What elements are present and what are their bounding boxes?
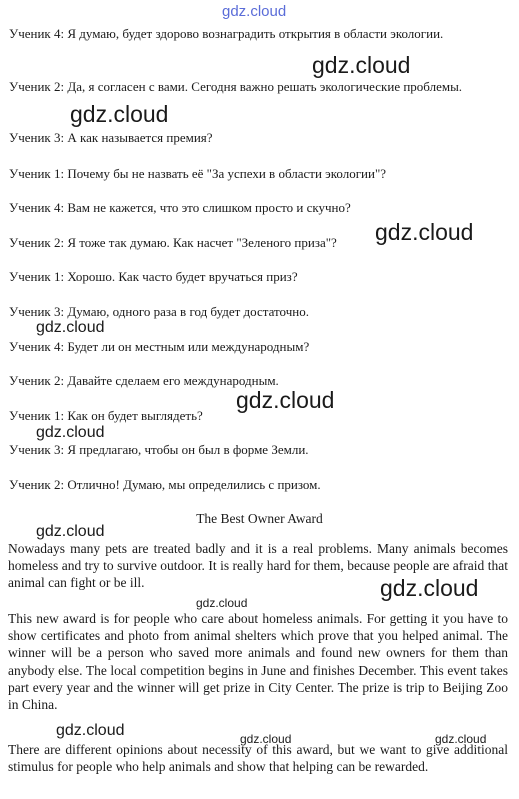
dialogue-line: Ученик 1: Хорошо. Как часто будет вручаться приз? — [9, 269, 298, 284]
dialogue-line: Ученик 3: Я предлагаю, чтобы он был в форме Земли. — [9, 442, 309, 457]
watermark: gdz.cloud — [36, 319, 105, 336]
watermark: gdz.cloud — [36, 424, 105, 441]
watermark: gdz.cloud — [380, 575, 479, 601]
watermark: gdz.cloud — [375, 219, 474, 245]
award-paragraph: There are different opinions about necessity of this award, but we want to give additional stimulus for people who help animals and show that helping can be rewarded. — [8, 742, 508, 775]
watermark: gdz.cloud — [240, 732, 292, 746]
dialogue-line: Ученик 3: А как называется премия? — [9, 130, 213, 145]
watermark: gdz.cloud — [435, 732, 487, 746]
watermark: gdz.cloud — [70, 101, 169, 127]
watermark: gdz.cloud — [196, 596, 248, 610]
watermark: gdz.cloud — [312, 52, 411, 78]
watermark: gdz.cloud — [222, 3, 287, 20]
dialogue-line: Ученик 1: Почему бы не назвать её "За успехи в области экологии"? — [9, 166, 387, 181]
dialogue-line: Ученик 4: Я думаю, будет здорово вознаградить открытия в области экологии. — [9, 26, 444, 41]
dialogue-line: Ученик 3: Думаю, одного раза в год будет достаточно. — [9, 304, 309, 319]
watermark: gdz.cloud — [36, 523, 105, 540]
award-paragraph: This new award is for people who care about homeless animals. For getting it you have to show certificates and photo from animal shelters which prove that you helped animal. The winner will be a person who saved more animals and found new owners for them than anybody else. The local competition begins in June and finishes December. This event takes part every year and the winner will get prize in City Center. The prize is trip to Beijing Zoo in China. — [8, 611, 508, 713]
dialogue-line: Ученик 2: Да, я согласен с вами. Сегодня важно решать экологические проблемы. — [9, 79, 463, 94]
dialogue-line: Ученик 4: Вам не кажется, что это слишком просто и скучно? — [9, 200, 351, 215]
dialogue-line: Ученик 2: Отлично! Думаю, мы определились с призом. — [9, 477, 321, 492]
watermark: gdz.cloud — [56, 722, 125, 739]
award-paragraph: Nowadays many pets are treated badly and it is a real problems. Many animals becomes homeless and try to survive outdoor. It is really hard for them, because people are afraid that animal can fight or be ill. — [8, 541, 508, 591]
dialogue-line: Ученик 2: Я тоже так думаю. Как насчет "Зеленого приза"? — [9, 235, 337, 250]
watermark: gdz.cloud — [236, 387, 335, 413]
dialogue-line: Ученик 4: Будет ли он местным или международным? — [9, 339, 310, 354]
award-title: The Best Owner Award — [196, 511, 323, 526]
dialogue-line: Ученик 2: Давайте сделаем его международным. — [9, 373, 279, 388]
dialogue-line: Ученик 1: Как он будет выглядеть? — [9, 408, 203, 423]
